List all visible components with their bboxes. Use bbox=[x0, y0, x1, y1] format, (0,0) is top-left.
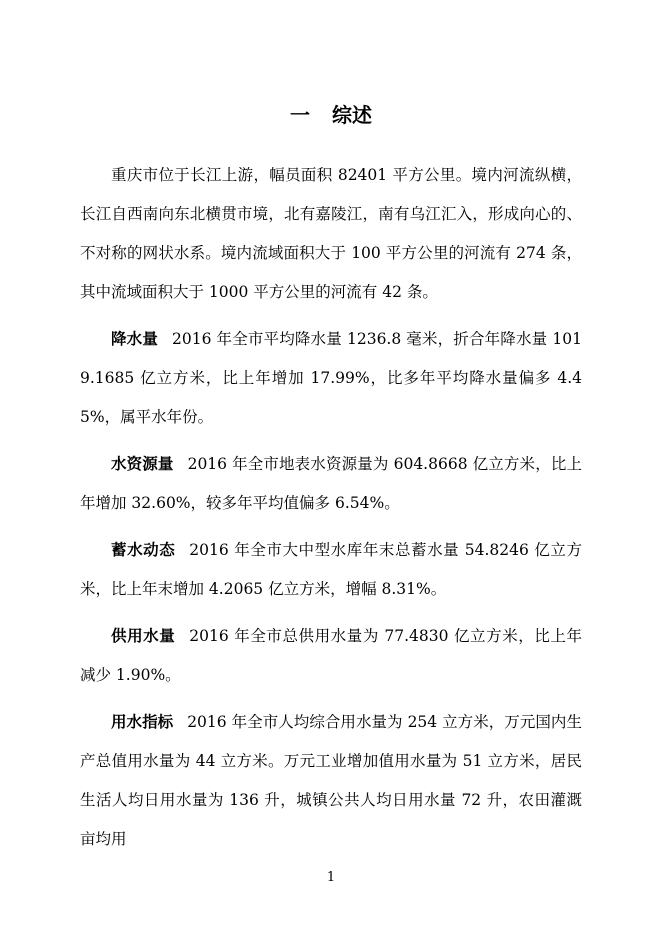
paragraph-lead: 蓄水动态 bbox=[111, 541, 176, 559]
paragraph-supply-usage bbox=[80, 617, 582, 695]
paragraph-lead: 降水量 bbox=[111, 330, 159, 348]
paragraph-storage bbox=[80, 531, 582, 609]
paragraph-text: 2016 年全市地表水资源量为 604.8668 亿立方米，比上年增加 32.60%，较多年平均值偏多 6.54%。 bbox=[80, 455, 582, 512]
paragraph-overview bbox=[80, 156, 582, 312]
paragraph-text: 2016 年全市总供用水量为 77.4830 亿立方米，比上年减少 1.90%。 bbox=[80, 627, 582, 684]
paragraph-text: 2016 年全市大中型水库年末总蓄水量 54.8246 亿立方米，比上年末增加 4.2065 亿立方米，增幅 8.31%。 bbox=[80, 541, 582, 598]
page-number: 1 bbox=[326, 870, 336, 885]
paragraph-lead: 供用水量 bbox=[111, 627, 176, 645]
paragraph-lead: 水资源量 bbox=[111, 455, 174, 473]
paragraph-lead: 用水指标 bbox=[111, 713, 174, 731]
paragraph-text: 2016 年全市人均综合用水量为 254 立方米，万元国内生产总值用水量为 44 立方米。万元工业增加值用水量为 51 立方米，居民生活人均日用水量为 136 升，城镇公共人均日用水量 72 升，农田灌溉亩均用 bbox=[80, 713, 582, 848]
section-title-text: 综述 bbox=[332, 103, 372, 127]
document-body bbox=[80, 156, 582, 859]
paragraph-water-resources bbox=[80, 445, 582, 523]
section-number: 一 bbox=[290, 103, 310, 127]
paragraph-text: 重庆市位于长江上游，幅员面积 82401 平方公里。境内河流纵横，长江自西南向东北横贯市境，北有嘉陵江，南有乌江汇入，形成向心的、不对称的网状水系。境内流域面积大于 100 平方公里的河流有 274 条，其中流域面积大于 1000 平方公里的河流有 42 条。 bbox=[80, 166, 582, 301]
paragraph-precipitation bbox=[80, 320, 582, 437]
paragraph-usage-indicators bbox=[80, 703, 582, 859]
section-title bbox=[0, 100, 662, 130]
paragraph-text: 2016 年全市平均降水量 1236.8 毫米，折合年降水量 1019.1685 亿立方米，比上年增加 17.99%，比多年平均降水量偏多 4.45%，属平水年份。 bbox=[80, 330, 582, 426]
